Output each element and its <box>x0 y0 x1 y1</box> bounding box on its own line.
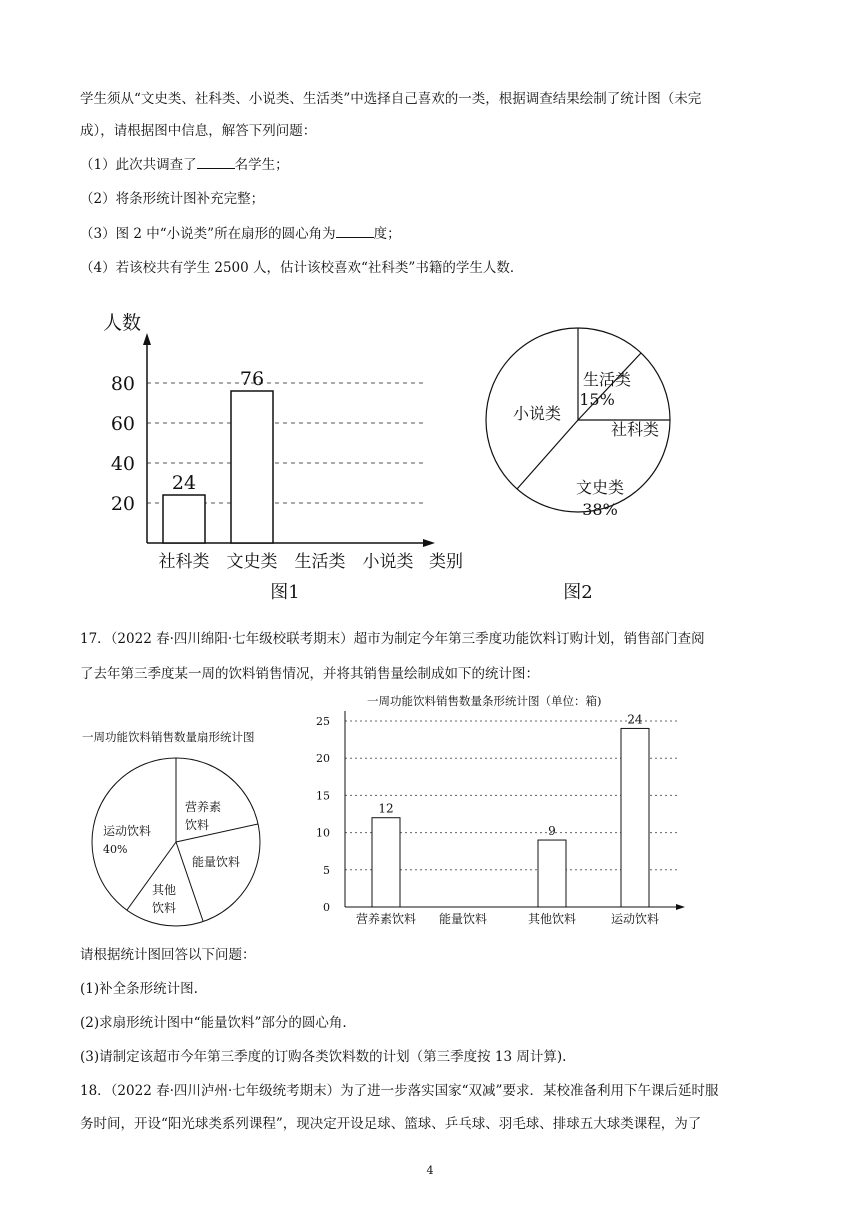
fig1-bar <box>163 495 205 543</box>
fig1-bar-value-label: 76 <box>239 368 265 390</box>
fig2-caption: 图2 <box>563 582 593 603</box>
q16-question4: （4）若该校共有学生 2500 人，估计该校喜欢“社科类”书籍的学生人数． <box>80 260 524 276</box>
fig2-label-sheke: 社科类 <box>610 420 660 439</box>
q16-intro-line2: 成），请根据图中信息，解答下列问题： <box>80 123 317 139</box>
fig4-bar <box>538 840 566 907</box>
figure2-pie-chart <box>470 325 690 610</box>
fig3-label-yingyangsu-1: 营养素 <box>185 800 222 814</box>
fig4-category-label: 营养素饮料 <box>355 912 417 926</box>
q17-sub3: (3)请制定该超市今年第三季度的订购各类饮料数的计划（第三季度按 13 周计算). <box>80 1049 567 1065</box>
fig1-x-label: 类别 <box>429 552 463 572</box>
fig4-y-tick-label: 15 <box>316 789 330 803</box>
q16-q3-blank <box>336 224 374 238</box>
page-number: 4 <box>426 1164 434 1177</box>
q16-question2: （2）将条形统计图补充完整； <box>80 191 265 207</box>
fig4-title: 一周功能饮料销售数量条形统计图（单位：箱) <box>367 694 602 708</box>
fig3-label-yingyangsu-2: 饮料 <box>185 818 210 832</box>
fig2-pct-shenghuo: 15% <box>579 390 615 409</box>
fig4-y-tick-label: 5 <box>323 863 330 877</box>
fig2-label-xiaoshuo: 小说类 <box>512 404 562 423</box>
q16-q1-blank <box>197 155 235 169</box>
q18-line2: 务时间，开设“阳光球类系列课程”，现决定开设足球、篮球、乒乓球、羽毛球、排球五大球类课程，为了 <box>80 1116 702 1132</box>
fig3-title: 一周功能饮料销售数量扇形统计图 <box>82 730 255 744</box>
fig4-x-arrow <box>676 904 685 910</box>
fig1-bar-value-label: 24 <box>171 472 197 494</box>
drinks-pie-chart <box>80 722 300 942</box>
q16-question3 <box>80 224 401 244</box>
fig4-bar <box>372 818 400 907</box>
q17-sub2: (2)求扇形统计图中“能量饮料”部分的圆心角. <box>80 1015 347 1031</box>
q16-q3-text-end: 度； <box>373 226 401 242</box>
fig1-category-label: 生活类 <box>294 552 346 572</box>
fig3-boundary-bottom-left <box>127 842 176 910</box>
fig1-y-tick-label: 80 <box>110 373 135 395</box>
fig1-y-tick-label: 60 <box>110 413 135 435</box>
fig2-pct-wenshi: 38% <box>582 500 618 519</box>
fig1-y-label: 人数 <box>103 312 142 334</box>
q17-line2: 了去年第三季度某一周的饮料销售情况，并将其销售量绘制成如下的统计图： <box>80 666 539 682</box>
fig1-caption: 图1 <box>270 582 300 603</box>
fig2-label-shenghuo: 生活类 <box>582 370 632 389</box>
q17-sub1: (1)补全条形统计图. <box>80 981 198 997</box>
fig4-y-tick-label: 25 <box>316 715 330 728</box>
fig1-bar <box>231 391 273 543</box>
fig3-label-qita-1: 其他 <box>152 883 177 897</box>
q17-prompt: 请根据统计图回答以下问题： <box>80 947 256 963</box>
fig1-y-tick-label: 20 <box>110 493 135 515</box>
fig2-boundary-lower <box>517 420 578 489</box>
fig4-category-label: 运动饮料 <box>610 912 660 926</box>
fig1-category-label: 社科类 <box>158 552 210 572</box>
fig4-bar-value-label: 12 <box>378 801 394 816</box>
q16-question1 <box>80 155 289 175</box>
fig3-label-nengliang: 能量饮料 <box>192 855 241 869</box>
fig3-boundary-bottom-right <box>176 842 203 921</box>
fig1-category-label: 小说类 <box>362 552 414 572</box>
q16-q3-text: （3）图 2 中“小说类”所在扇形的圆心角为 <box>80 226 336 242</box>
fig4-bar-value-label: 9 <box>548 824 556 839</box>
fig2-label-wenshi: 文史类 <box>575 478 625 497</box>
q18-line1: 18．（2022 春·四川泸州·七年级统考期末）为了进一步落实国家“双减”要求．某校准备利用下午课后延时服 <box>80 1083 719 1099</box>
fig3-pct-yundong: 40% <box>103 843 128 856</box>
q17-line1: 17．（2022 春·四川绵阳·七年级校联考期末）超市为制定今年第三季度功能饮料订购计划，销售部门查阅 <box>80 631 705 647</box>
fig3-label-qita-2: 饮料 <box>152 901 177 915</box>
fig4-y-tick-label: 0 <box>323 901 330 914</box>
fig4-bar <box>621 728 649 907</box>
q16-q1-text-end: 名学生； <box>234 157 289 173</box>
fig3-label-yundong: 运动饮料 <box>103 824 152 838</box>
figure1-bar-chart <box>95 305 475 605</box>
q16-intro-line1: 学生须从“文史类、社科类、小说类、生活类”中选择自己喜欢的一类，根据调查结果绘制了统计图（未完 <box>80 91 702 107</box>
fig4-y-tick-label: 10 <box>316 826 330 840</box>
fig1-y-tick-label: 40 <box>110 453 135 475</box>
fig1-category-label: 文史类 <box>226 552 278 572</box>
fig1-x-arrow <box>423 539 435 547</box>
fig4-bar-value-label: 24 <box>627 712 643 727</box>
fig1-y-arrow <box>143 333 151 345</box>
fig4-category-label: 能量饮料 <box>438 912 488 926</box>
drinks-bar-chart <box>310 683 700 935</box>
fig4-y-tick-label: 20 <box>316 752 330 766</box>
fig4-category-label: 其他饮料 <box>527 912 577 926</box>
q16-q1-text: （1）此次共调查了 <box>80 157 197 173</box>
